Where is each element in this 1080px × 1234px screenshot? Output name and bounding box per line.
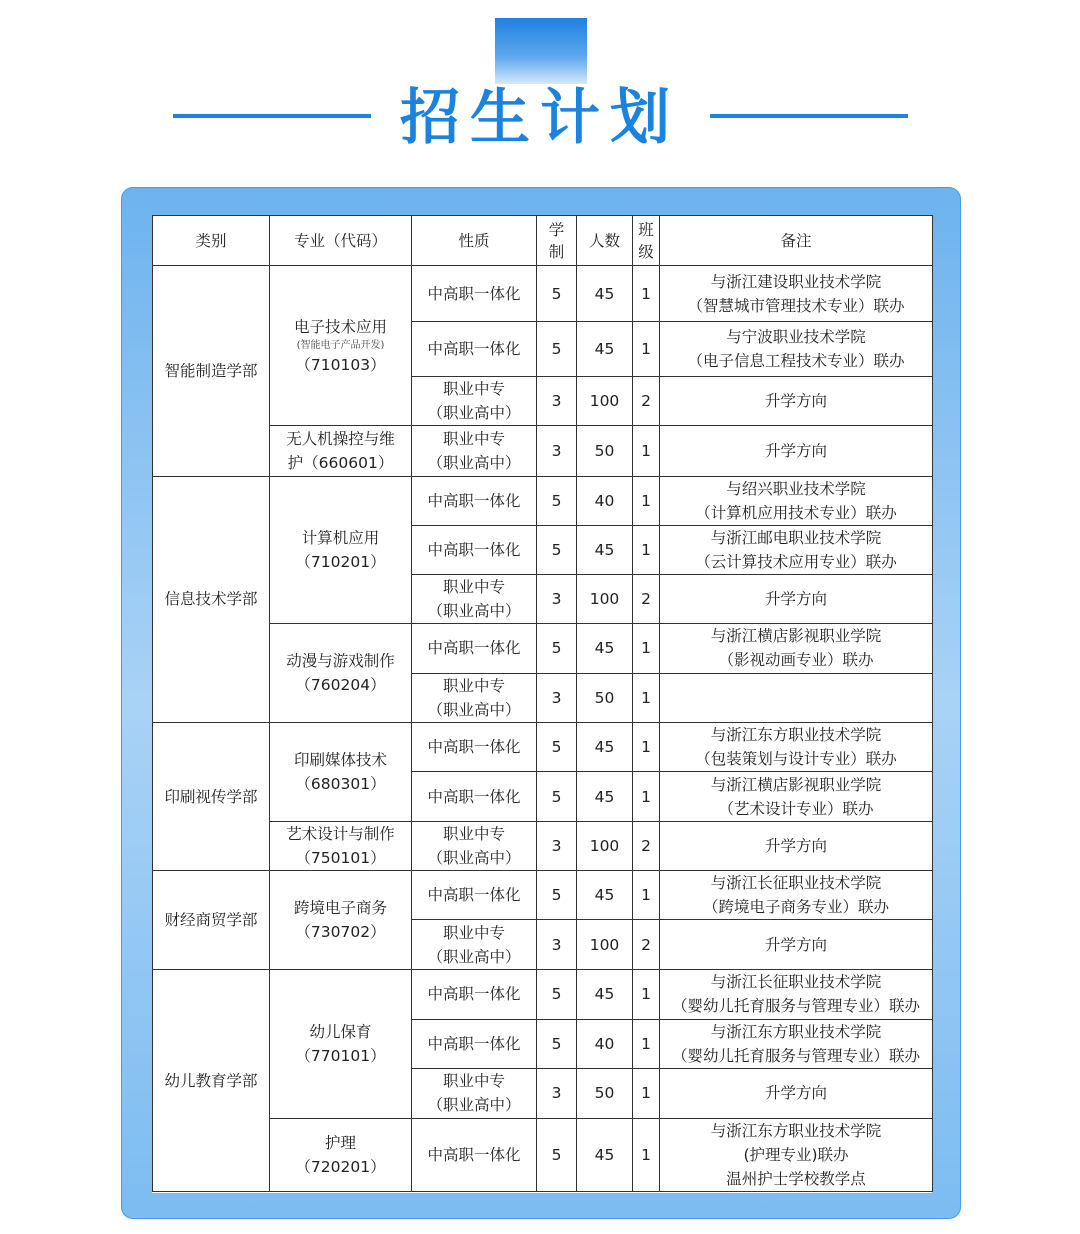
years-cell: 3 (537, 920, 577, 970)
major-cell: 计算机应用 （710201） (270, 476, 412, 623)
classes-cell: 2 (633, 920, 660, 970)
count-cell: 100 (577, 822, 633, 871)
major-cell: 护理 （720201） (270, 1118, 412, 1191)
classes-cell: 1 (633, 673, 660, 722)
category-cell: 印刷视传学部 (153, 722, 270, 870)
nature-cell: 中高职一体化 (412, 722, 537, 771)
count-cell: 45 (577, 871, 633, 920)
remarks-cell: 升学方向 (660, 1068, 933, 1118)
category-cell: 智能制造学部 (153, 266, 270, 476)
years-cell: 5 (537, 476, 577, 525)
years-cell: 5 (537, 525, 577, 574)
major-cell: 印刷媒体技术 （680301） (270, 722, 412, 821)
table-row (153, 1118, 933, 1191)
nature-cell: 中高职一体化 (412, 871, 537, 920)
table-row (153, 722, 933, 771)
classes-cell: 2 (633, 574, 660, 623)
years-cell: 3 (537, 822, 577, 871)
remarks-cell: 与浙江长征职业技术学院 （跨境电子商务专业）联办 (660, 871, 933, 920)
table-row (153, 970, 933, 1019)
remarks-cell: 与浙江东方职业技术学院 （包装策划与设计专业）联办 (660, 722, 933, 771)
years-cell: 5 (537, 722, 577, 771)
remarks-cell: 与浙江建设职业技术学院 （智慧城市管理技术专业）联办 (660, 266, 933, 322)
nature-cell: 中高职一体化 (412, 623, 537, 673)
count-cell: 45 (577, 525, 633, 574)
nature-cell: 中高职一体化 (412, 1019, 537, 1068)
classes-cell: 2 (633, 377, 660, 426)
nature-cell: 职业中专 （职业高中） (412, 574, 537, 623)
nature-cell: 职业中专 （职业高中） (412, 673, 537, 722)
nature-cell: 职业中专 （职业高中） (412, 1068, 537, 1118)
major-cell: 动漫与游戏制作 （760204） (270, 623, 412, 722)
classes-cell: 1 (633, 266, 660, 322)
nature-cell: 职业中专 （职业高中） (412, 377, 537, 426)
header-nature: 性质 (412, 216, 537, 266)
remarks-cell: 升学方向 (660, 822, 933, 871)
classes-cell: 1 (633, 970, 660, 1019)
nature-cell: 中高职一体化 (412, 476, 537, 525)
title-accent-block (495, 18, 587, 84)
years-cell: 5 (537, 266, 577, 322)
remarks-cell: 与浙江邮电职业技术学院 （云计算技术应用专业）联办 (660, 525, 933, 574)
nature-cell: 中高职一体化 (412, 525, 537, 574)
major-cell: 电子技术应用 (智能电子产品开发) （710103） (270, 266, 412, 426)
classes-cell: 1 (633, 525, 660, 574)
classes-cell: 1 (633, 426, 660, 476)
major-cell: 幼儿保育 （770101） (270, 970, 412, 1118)
classes-cell: 1 (633, 476, 660, 525)
category-cell: 幼儿教育学部 (153, 970, 270, 1192)
nature-cell: 中高职一体化 (412, 322, 537, 377)
table-row (153, 871, 933, 920)
remarks-cell: 与浙江横店影视职业学院 （艺术设计专业）联办 (660, 772, 933, 822)
count-cell: 40 (577, 476, 633, 525)
count-cell: 50 (577, 426, 633, 476)
classes-cell: 1 (633, 1019, 660, 1068)
years-cell: 3 (537, 1068, 577, 1118)
years-cell: 5 (537, 1118, 577, 1191)
major-cell: 跨境电子商务 （730702） (270, 871, 412, 970)
classes-cell: 1 (633, 623, 660, 673)
count-cell: 100 (577, 377, 633, 426)
header-major: 专业（代码） (270, 216, 412, 266)
years-cell: 5 (537, 623, 577, 673)
category-cell: 信息技术学部 (153, 476, 270, 722)
remarks-cell: 升学方向 (660, 426, 933, 476)
count-cell: 50 (577, 673, 633, 722)
header-count: 人数 (577, 216, 633, 266)
nature-cell: 中高职一体化 (412, 970, 537, 1019)
classes-cell: 1 (633, 1118, 660, 1191)
remarks-cell: 与绍兴职业技术学院 （计算机应用技术专业）联办 (660, 476, 933, 525)
years-cell: 5 (537, 871, 577, 920)
classes-cell: 1 (633, 722, 660, 771)
count-cell: 100 (577, 920, 633, 970)
table-row (153, 266, 933, 322)
classes-cell: 1 (633, 871, 660, 920)
years-cell: 5 (537, 772, 577, 822)
remarks-cell: 升学方向 (660, 377, 933, 426)
classes-cell: 1 (633, 322, 660, 377)
header-category: 类别 (153, 216, 270, 266)
enrollment-plan-table (152, 215, 933, 1192)
header-remarks: 备注 (660, 216, 933, 266)
remarks-cell: 与浙江东方职业技术学院 （婴幼儿托育服务与管理专业）联办 (660, 1019, 933, 1068)
count-cell: 45 (577, 772, 633, 822)
major-cell: 无人机操控与维 护（660601） (270, 426, 412, 476)
count-cell: 50 (577, 1068, 633, 1118)
nature-cell: 职业中专 （职业高中） (412, 426, 537, 476)
major-cell: 艺术设计与制作 （750101） (270, 822, 412, 871)
remarks-cell: 与浙江长征职业技术学院 （婴幼儿托育服务与管理专业）联办 (660, 970, 933, 1019)
classes-cell: 1 (633, 1068, 660, 1118)
count-cell: 100 (577, 574, 633, 623)
page-title: 招生计划 (400, 83, 680, 153)
nature-cell: 职业中专 （职业高中） (412, 822, 537, 871)
count-cell: 45 (577, 322, 633, 377)
table-row (153, 822, 933, 871)
remarks-cell: 与浙江东方职业技术学院 (护理专业)联办 温州护士学校教学点 (660, 1118, 933, 1191)
header-classes: 班 级 (633, 216, 660, 266)
remarks-cell: 与宁波职业技术学院 （电子信息工程技术专业）联办 (660, 322, 933, 377)
years-cell: 3 (537, 673, 577, 722)
remarks-cell: 升学方向 (660, 920, 933, 970)
years-cell: 5 (537, 970, 577, 1019)
nature-cell: 中高职一体化 (412, 772, 537, 822)
header-years: 学 制 (537, 216, 577, 266)
years-cell: 5 (537, 322, 577, 377)
years-cell: 3 (537, 426, 577, 476)
remarks-cell (660, 673, 933, 722)
table-row (153, 426, 933, 476)
category-cell: 财经商贸学部 (153, 871, 270, 970)
nature-cell: 中高职一体化 (412, 266, 537, 322)
remarks-cell: 升学方向 (660, 574, 933, 623)
remarks-cell: 与浙江横店影视职业学院 （影视动画专业）联办 (660, 623, 933, 673)
table-header-row (153, 216, 933, 266)
years-cell: 3 (537, 574, 577, 623)
count-cell: 40 (577, 1019, 633, 1068)
nature-cell: 中高职一体化 (412, 1118, 537, 1191)
table-row (153, 476, 933, 525)
count-cell: 45 (577, 722, 633, 771)
table-row (153, 623, 933, 673)
years-cell: 5 (537, 1019, 577, 1068)
count-cell: 45 (577, 1118, 633, 1191)
years-cell: 3 (537, 377, 577, 426)
classes-cell: 2 (633, 822, 660, 871)
classes-cell: 1 (633, 772, 660, 822)
count-cell: 45 (577, 623, 633, 673)
count-cell: 45 (577, 266, 633, 322)
nature-cell: 职业中专 （职业高中） (412, 920, 537, 970)
count-cell: 45 (577, 970, 633, 1019)
